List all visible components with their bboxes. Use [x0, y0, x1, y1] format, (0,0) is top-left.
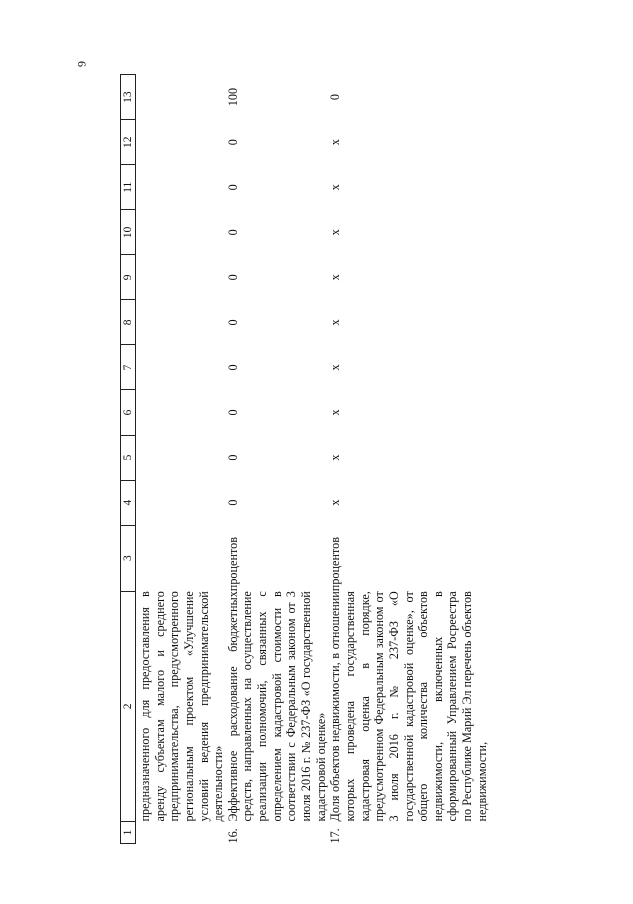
value-cell: 0 — [225, 364, 240, 371]
column-header: 9 — [121, 255, 136, 300]
value-cell: 0 — [225, 499, 240, 506]
value-cell — [136, 165, 226, 210]
column-header: 11 — [121, 165, 136, 210]
value-cell: 0 — [225, 454, 240, 461]
column-header: 6 — [121, 390, 136, 435]
column-header: 2 — [121, 591, 136, 821]
value-cell: 0 — [225, 274, 240, 281]
value-cell — [136, 480, 226, 525]
value-cell: x — [328, 229, 343, 236]
value-cell: x — [328, 499, 343, 506]
value-cell — [136, 75, 226, 120]
value-cell: 0 — [225, 139, 240, 146]
value-cell: x — [328, 184, 343, 191]
row-number — [136, 821, 226, 843]
table-header-row — [121, 75, 136, 844]
value-cell: 0 — [328, 94, 343, 101]
value-cell: 100 — [225, 87, 240, 107]
value-cell: x — [328, 274, 343, 281]
indicator-name: Доля объектов недвижимости, в отношении которых проведена государственная кадастровая оценка в порядке, предусмотренном Федеральным законом от 3 июля 2016 г. № 237-ФЗ «О государственной кадастровой оценке», от общего количества объектов недвижимости, включенных в сформированный Управлением Росреестра по Республике Марий Эл перечень объектов недвижимости, — [328, 591, 489, 822]
value-cell: 0 — [225, 319, 240, 326]
column-header: 12 — [121, 120, 136, 165]
column-header: 4 — [121, 480, 136, 525]
row-number: 16. — [225, 828, 240, 844]
column-header: 1 — [121, 821, 136, 843]
value-cell — [136, 120, 226, 165]
value-cell: x — [328, 319, 343, 326]
value-cell: x — [328, 139, 343, 146]
value-cell — [136, 345, 226, 390]
value-cell: x — [328, 409, 343, 416]
value-cell — [136, 435, 226, 480]
table-row — [136, 75, 226, 844]
column-header: 10 — [121, 210, 136, 255]
indicators-table — [120, 74, 489, 844]
indicator-name: предназначенного для предоставления в аренду субъектам малого и среднего предпринимательства, предусмотренного региональным проектом «Улучшение условий ведения предпринимательской деятельности» — [138, 591, 226, 822]
row-number: 17. — [328, 828, 343, 844]
column-header: 8 — [121, 300, 136, 345]
value-cell — [136, 300, 226, 345]
indicator-name: Эффективное расходование бюджетных средств, направленных на осуществление реализации полномочий, связанных с определением кадастровой стоимости в соответствии с Федеральным законом от 3 июля 2016 г. № 237-ФЗ «О государственной кадастровой оценке» — [225, 591, 328, 822]
value-cell: x — [328, 454, 343, 461]
value-cell — [136, 255, 226, 300]
value-cell: 0 — [225, 184, 240, 191]
table-row — [226, 75, 328, 844]
value-cell: 0 — [225, 229, 240, 236]
value-cell — [136, 210, 226, 255]
value-cell: x — [328, 364, 343, 371]
column-header: 7 — [121, 345, 136, 390]
page-number: 6 — [75, 61, 89, 67]
rotated-table-container — [120, 74, 633, 844]
table-row — [328, 75, 489, 844]
column-header: 3 — [121, 525, 136, 591]
unit-cell: процентов — [225, 537, 240, 592]
value-cell — [136, 390, 226, 435]
unit-cell: процентов — [328, 537, 343, 592]
column-header: 13 — [121, 75, 136, 120]
unit-cell — [136, 525, 226, 591]
column-header: 5 — [121, 435, 136, 480]
value-cell: 0 — [225, 409, 240, 416]
